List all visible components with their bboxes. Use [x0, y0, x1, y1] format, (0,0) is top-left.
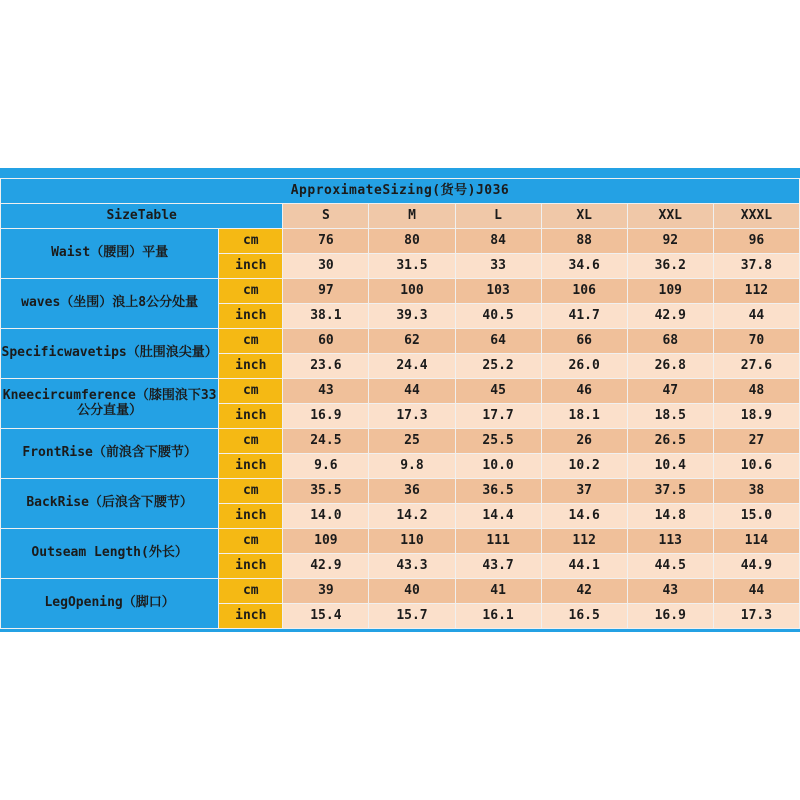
unit-cell-inch — [219, 404, 283, 429]
unit-cell-cm — [219, 329, 283, 354]
unit-cell-inch — [219, 504, 283, 529]
measurement-label: Outseam Length(外长） — [1, 529, 219, 579]
size-table-label: SizeTable — [1, 204, 283, 229]
value-cell: 42 — [541, 579, 627, 604]
value-cell: 31.5 — [369, 254, 455, 279]
value-cell: 14.4 — [455, 504, 541, 529]
unit-cell-inch — [219, 354, 283, 379]
value-cell: 14.8 — [627, 504, 713, 529]
value-cell: 39.3 — [369, 304, 455, 329]
value-cell: 44 — [713, 304, 799, 329]
value-cell: 44 — [369, 379, 455, 404]
value-cell: 26 — [541, 429, 627, 454]
value-cell: 68 — [627, 329, 713, 354]
unit-cell-cm — [219, 379, 283, 404]
value-cell: 38 — [713, 479, 799, 504]
value-cell: 44.5 — [627, 554, 713, 579]
value-cell: 25.2 — [455, 354, 541, 379]
value-cell: 35.5 — [283, 479, 369, 504]
value-cell: 25 — [369, 429, 455, 454]
unit-label: inch — [225, 259, 277, 274]
value-cell: 23.6 — [283, 354, 369, 379]
value-cell: 44.1 — [541, 554, 627, 579]
value-cell: 15.0 — [713, 504, 799, 529]
value-cell: 36.2 — [627, 254, 713, 279]
value-cell: 9.8 — [369, 454, 455, 479]
value-cell: 36 — [369, 479, 455, 504]
value-cell: 17.3 — [369, 404, 455, 429]
table-row — [1, 229, 800, 254]
value-cell: 47 — [627, 379, 713, 404]
value-cell: 92 — [627, 229, 713, 254]
value-cell: 41.7 — [541, 304, 627, 329]
value-cell: 43.7 — [455, 554, 541, 579]
value-cell: 66 — [541, 329, 627, 354]
measurement-label: FrontRise（前浪含下腰节） — [1, 429, 219, 479]
value-cell: 24.5 — [283, 429, 369, 454]
table-row — [1, 329, 800, 354]
sizing-table — [0, 178, 800, 629]
unit-label: inch — [225, 559, 277, 574]
unit-label: cm — [225, 234, 277, 249]
value-cell: 18.9 — [713, 404, 799, 429]
value-cell: 16.9 — [627, 604, 713, 629]
value-cell: 112 — [713, 279, 799, 304]
value-cell: 112 — [541, 529, 627, 554]
value-cell: 76 — [283, 229, 369, 254]
size-header-xxl: XXL — [627, 204, 713, 229]
table-row — [1, 279, 800, 304]
value-cell: 10.6 — [713, 454, 799, 479]
size-header-m: M — [369, 204, 455, 229]
value-cell: 40 — [369, 579, 455, 604]
size-header-xl: XL — [541, 204, 627, 229]
unit-cell-inch — [219, 554, 283, 579]
value-cell: 70 — [713, 329, 799, 354]
value-cell: 110 — [369, 529, 455, 554]
value-cell: 109 — [627, 279, 713, 304]
unit-cell-cm — [219, 429, 283, 454]
value-cell: 103 — [455, 279, 541, 304]
value-cell: 109 — [283, 529, 369, 554]
table-row — [1, 579, 800, 604]
value-cell: 26.8 — [627, 354, 713, 379]
unit-label: cm — [225, 284, 277, 299]
value-cell: 16.5 — [541, 604, 627, 629]
value-cell: 14.2 — [369, 504, 455, 529]
value-cell: 33 — [455, 254, 541, 279]
table-row — [1, 529, 800, 554]
value-cell: 30 — [283, 254, 369, 279]
unit-label: cm — [225, 534, 277, 549]
value-cell: 38.1 — [283, 304, 369, 329]
value-cell: 46 — [541, 379, 627, 404]
value-cell: 34.6 — [541, 254, 627, 279]
value-cell: 14.0 — [283, 504, 369, 529]
unit-cell-cm — [219, 579, 283, 604]
unit-label: cm — [225, 584, 277, 599]
value-cell: 97 — [283, 279, 369, 304]
unit-label: inch — [225, 609, 277, 624]
value-cell: 16.9 — [283, 404, 369, 429]
unit-label: cm — [225, 484, 277, 499]
value-cell: 113 — [627, 529, 713, 554]
table-row — [1, 429, 800, 454]
unit-label: cm — [225, 434, 277, 449]
value-cell: 10.0 — [455, 454, 541, 479]
value-cell: 43 — [627, 579, 713, 604]
size-header-s: S — [283, 204, 369, 229]
measurement-label: Waist（腰围）平量 — [1, 229, 219, 279]
value-cell: 10.4 — [627, 454, 713, 479]
value-cell: 114 — [713, 529, 799, 554]
header-row — [1, 204, 800, 229]
size-header-l: L — [455, 204, 541, 229]
measurement-label: Kneecircumference（膝围浪下33公分直量） — [1, 379, 219, 429]
value-cell: 60 — [283, 329, 369, 354]
unit-label: cm — [225, 334, 277, 349]
unit-label: inch — [225, 309, 277, 324]
unit-cell-cm — [219, 229, 283, 254]
value-cell: 17.3 — [713, 604, 799, 629]
unit-cell-inch — [219, 604, 283, 629]
value-cell: 24.4 — [369, 354, 455, 379]
value-cell: 16.1 — [455, 604, 541, 629]
value-cell: 37.5 — [627, 479, 713, 504]
value-cell: 42.9 — [627, 304, 713, 329]
measurement-label: waves（坐围）浪上8公分处量 — [1, 279, 219, 329]
unit-cell-inch — [219, 304, 283, 329]
value-cell: 43 — [283, 379, 369, 404]
value-cell: 84 — [455, 229, 541, 254]
value-cell: 10.2 — [541, 454, 627, 479]
value-cell: 9.6 — [283, 454, 369, 479]
value-cell: 43.3 — [369, 554, 455, 579]
measurement-label: LegOpening（脚口） — [1, 579, 219, 629]
value-cell: 111 — [455, 529, 541, 554]
value-cell: 18.1 — [541, 404, 627, 429]
unit-label: cm — [225, 384, 277, 399]
table-row — [1, 379, 800, 404]
measurement-label: BackRise（后浪含下腰节） — [1, 479, 219, 529]
unit-cell-inch — [219, 454, 283, 479]
unit-label: inch — [225, 409, 277, 424]
value-cell: 27 — [713, 429, 799, 454]
value-cell: 26.0 — [541, 354, 627, 379]
unit-label: inch — [225, 509, 277, 524]
unit-cell-cm — [219, 479, 283, 504]
value-cell: 44.9 — [713, 554, 799, 579]
value-cell: 14.6 — [541, 504, 627, 529]
unit-cell-cm — [219, 279, 283, 304]
chart-title: ApproximateSizing(货号)J036 — [1, 179, 800, 204]
table-row — [1, 479, 800, 504]
value-cell: 96 — [713, 229, 799, 254]
value-cell: 37 — [541, 479, 627, 504]
value-cell: 64 — [455, 329, 541, 354]
value-cell: 48 — [713, 379, 799, 404]
value-cell: 25.5 — [455, 429, 541, 454]
unit-label: inch — [225, 459, 277, 474]
value-cell: 42.9 — [283, 554, 369, 579]
value-cell: 36.5 — [455, 479, 541, 504]
value-cell: 26.5 — [627, 429, 713, 454]
value-cell: 80 — [369, 229, 455, 254]
value-cell: 62 — [369, 329, 455, 354]
value-cell: 44 — [713, 579, 799, 604]
value-cell: 18.5 — [627, 404, 713, 429]
size-header-xxxl: XXXL — [713, 204, 799, 229]
value-cell: 15.4 — [283, 604, 369, 629]
value-cell: 88 — [541, 229, 627, 254]
value-cell: 17.7 — [455, 404, 541, 429]
title-row — [1, 179, 800, 204]
value-cell: 106 — [541, 279, 627, 304]
value-cell: 39 — [283, 579, 369, 604]
value-cell: 27.6 — [713, 354, 799, 379]
unit-cell-cm — [219, 529, 283, 554]
unit-cell-inch — [219, 254, 283, 279]
value-cell: 41 — [455, 579, 541, 604]
value-cell: 40.5 — [455, 304, 541, 329]
measurement-label: Specificwavetips（肚围浪尖量） — [1, 329, 219, 379]
value-cell: 37.8 — [713, 254, 799, 279]
value-cell: 45 — [455, 379, 541, 404]
value-cell: 15.7 — [369, 604, 455, 629]
value-cell: 100 — [369, 279, 455, 304]
unit-label: inch — [225, 359, 277, 374]
